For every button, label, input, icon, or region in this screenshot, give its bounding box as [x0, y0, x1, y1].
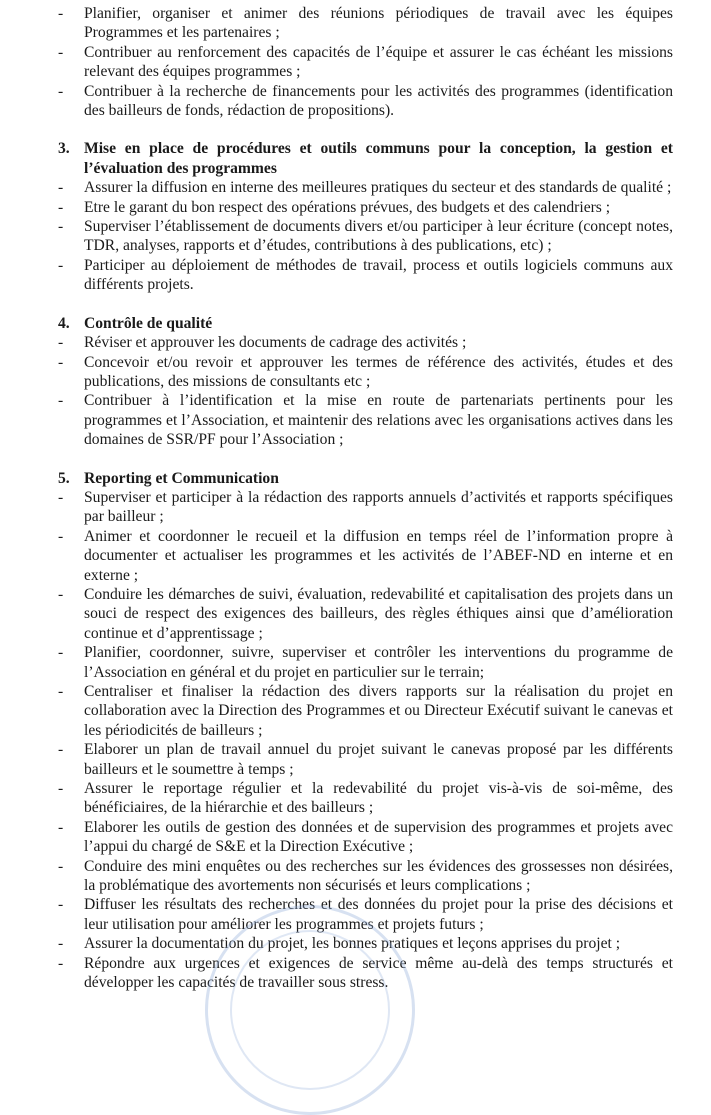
list-item-text: Centraliser et finaliser la rédaction des divers rapports sur la réalisation du projet en collaboration avec la Direction des Programmes et ou Directeur Exécutif suivant le canevas et les périodicités de bailleurs ; [84, 683, 673, 739]
list-item [58, 198, 673, 217]
bullet-dash: - [58, 5, 64, 22]
section-number: 5. [58, 469, 70, 487]
list-item [58, 256, 673, 295]
list-item [58, 82, 673, 121]
list-item-text: Réviser et approuver les documents de cadrage des activités ; [84, 334, 467, 352]
list-item-text: Diffuser les résultats des recherches et des données du projet pour la prise des décisions et leur utilisation pour améliorer les programmes et projets futurs ; [84, 896, 673, 933]
list-item [58, 527, 673, 585]
list-item-text: Elaborer les outils de gestion des données et de supervision des programmes et projets avec l’appui du chargé de S&E et la Direction Exécutive ; [84, 818, 673, 856]
section-5 [58, 469, 673, 993]
bullet-dash: - [58, 741, 64, 759]
list-item-text: Planifier, coordonner, suivre, superviser et contrôler les interventions du programme de l’Association en général et du projet en particulier sur le terrain; [84, 644, 673, 681]
intro-list [58, 4, 673, 120]
section-heading [58, 469, 673, 488]
section-list [58, 333, 673, 449]
section-title-text: Mise en place de procédures et outils communs pour la conception, la gestion et l’évaluation des programmes [84, 140, 673, 177]
list-item-text: Animer et coordonner le recueil et la diffusion en temps réel de l’information propre à documenter et actualiser les programmes et les activités de l’ABEF-ND en interne et en externe ; [84, 527, 673, 584]
list-item [58, 857, 673, 896]
bullet-dash: - [58, 198, 64, 216]
faded-stamp-mark [205, 905, 415, 1115]
list-item-text: Assurer la diffusion en interne des meilleures pratiques du secteur et des standards de qualité ; [84, 179, 672, 197]
section-title-text: Reporting et Communication [84, 469, 279, 487]
list-item-text: Superviser l’établissement de documents divers et/ou participer à leur écriture (concept notes, TDR, analyses, rapports et d’études, contributions à des publications, etc) ; [84, 218, 673, 255]
list-item-text: Contribuer à la recherche de financements pour les activités des programmes (identification des bailleurs de fonds, rédaction de propositions). [84, 82, 673, 120]
bullet-dash: - [58, 818, 64, 836]
section-list [58, 488, 673, 993]
list-item-text: Elaborer un plan de travail annuel du projet suivant le canevas proposé par les différents bailleurs et le soumettre à temps ; [84, 741, 673, 778]
bullet-dash: - [58, 780, 64, 798]
list-item-text: Concevoir et/ou revoir et approuver les termes de référence des activités, études et des publications, des missions de consultants etc ; [84, 353, 673, 390]
list-item [58, 740, 673, 779]
section-number: 3. [58, 140, 70, 158]
bullet-dash: - [58, 644, 64, 662]
bullet-dash: - [58, 683, 64, 700]
list-item [58, 178, 673, 197]
list-item-text: Contribuer au renforcement des capacités de l’équipe et assurer le cas échéant les missions relevant des équipes programmes ; [84, 43, 673, 81]
section-heading [58, 314, 673, 333]
list-item-text: Participer au déploiement de méthodes de travail, process et outils logiciels communs aux différents projets. [84, 256, 673, 294]
list-item [58, 217, 673, 256]
list-item-text: Etre le garant du bon respect des opérations prévues, des budgets et des calendriers ; [84, 198, 611, 216]
bullet-dash: - [58, 82, 64, 100]
list-item-text: Assurer le reportage régulier et la redevabilité du projet vis-à-vis de soi-même, des bénéficiaires, de la hiérarchie et des bailleurs ; [84, 780, 673, 817]
list-item-text: Conduire des mini enquêtes ou des recherches sur les évidences des grossesses non désirées, la problématique des avortements non sécurisés et leurs complications ; [84, 857, 673, 895]
list-item [58, 333, 673, 352]
bullet-dash: - [58, 256, 64, 274]
list-item [58, 585, 673, 643]
bullet-dash: - [58, 857, 64, 875]
list-item-text: Superviser et participer à la rédaction des rapports annuels d’activités et rapports spécifiques par bailleur ; [84, 488, 673, 526]
list-item [58, 682, 673, 740]
bullet-dash: - [58, 954, 64, 972]
list-item [58, 779, 673, 818]
list-item [58, 488, 673, 527]
list-item-text: Planifier, organiser et animer des réunions périodiques de travail avec les équipes Programmes et les partenaires ; [84, 5, 673, 42]
bullet-dash: - [58, 218, 64, 236]
bullet-dash: - [58, 488, 64, 506]
list-item [58, 353, 673, 392]
bullet-dash: - [58, 527, 64, 545]
bullet-dash: - [58, 43, 64, 61]
list-item-text: Assurer la documentation du projet, les bonnes pratiques et leçons apprises du projet ; [84, 935, 621, 953]
section-number: 4. [58, 314, 70, 332]
list-item [58, 43, 673, 82]
bullet-dash: - [58, 334, 64, 352]
list-item-text: Conduire les démarches de suivi, évaluation, redevabilité et capitalisation des projets dans un souci de respect des exigences des bailleurs, des règles éthiques ainsi que d’amélioration continue et d’apprentissage ; [84, 585, 673, 642]
bullet-dash: - [58, 896, 64, 914]
section-3 [58, 139, 673, 294]
list-item [58, 4, 673, 43]
list-item-text: Contribuer à l’identification et la mise en route de partenariats pertinents pour les programmes et l’Association, et maintenir des relations avec les organisations actives dans les domaines de SSR/PF pour l’Association ; [84, 392, 673, 449]
bullet-dash: - [58, 392, 64, 410]
section-list [58, 178, 673, 294]
section-title-text: Contrôle de qualité [84, 314, 213, 332]
bullet-dash: - [58, 935, 64, 953]
bullet-dash: - [58, 585, 64, 603]
list-item-text: Répondre aux urgences et exigences de service même au-delà des temps structurés et développer les capacités de travailler sous stress. [84, 954, 673, 992]
bullet-dash: - [58, 179, 64, 197]
list-item [58, 391, 673, 449]
section-4 [58, 314, 673, 450]
list-item [58, 643, 673, 682]
list-item [58, 818, 673, 857]
bullet-dash: - [58, 353, 64, 371]
section-heading [58, 139, 673, 178]
